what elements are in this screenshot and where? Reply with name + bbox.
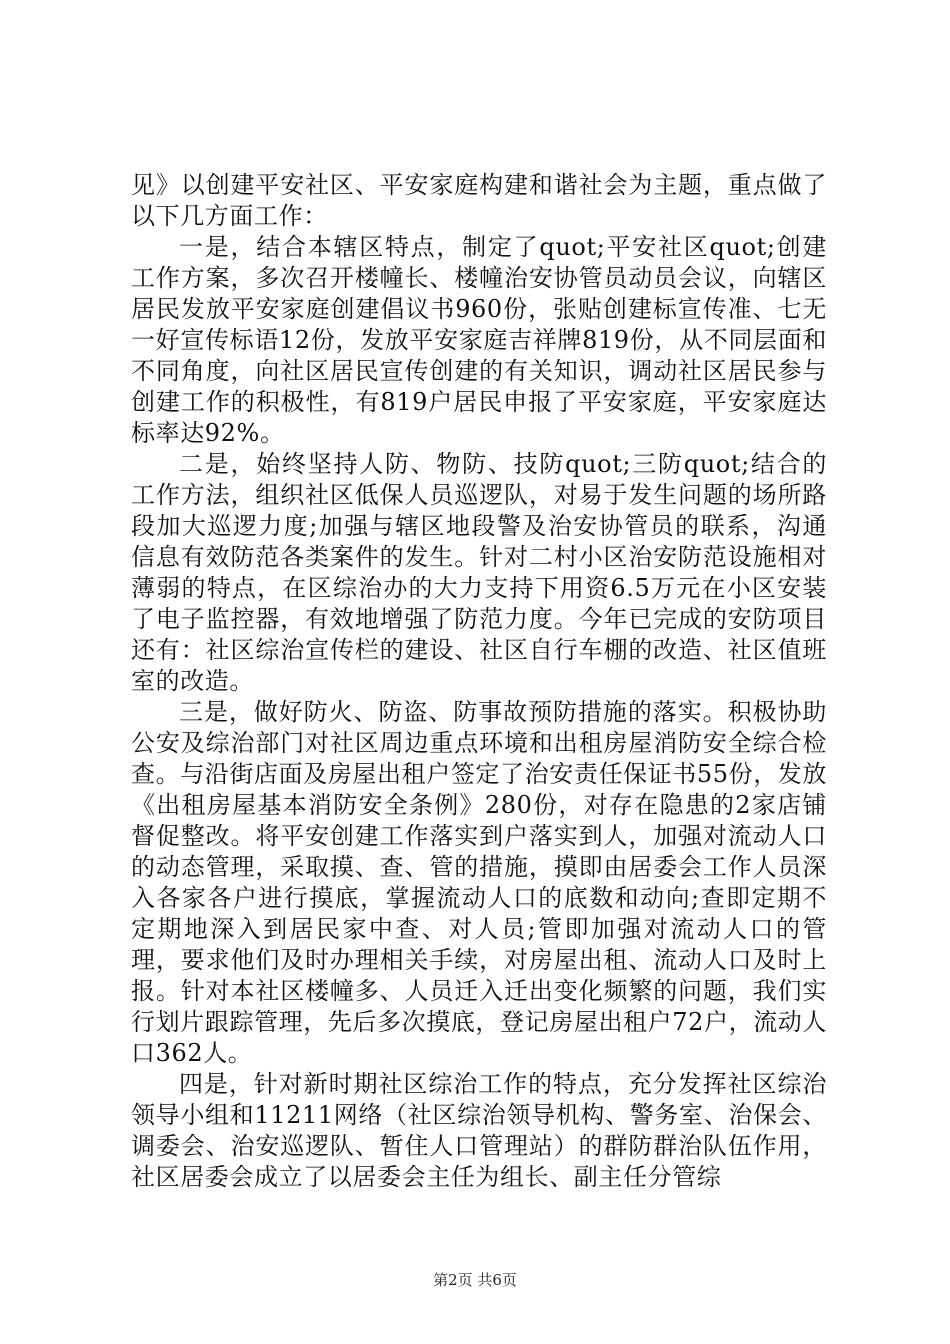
page-number-footer: 第2页 共6页 — [433, 1271, 517, 1289]
paragraph-item-two: 二是，始终坚持人防、物防、技防quot;三防quot;结合的工作方法，组织社区低保人员巡逻队，对易于发生问题的场所路段加大巡逻力度;加强与辖区地段警及治安协管员的联系，沟通信息有效防范各类案件的发生。针对二村小区治安防范设施相对薄弱的特点，在区综治办的大力支持下用资6.5万元在小区安装了电子监控器，有效地增强了防范力度。今年已完成的安防项目还有：社区综治宣传栏的建设、社区自行车棚的改造、社区值班室的改造。 — [131, 450, 827, 695]
paragraph-item-three: 三是，做好防火、防盗、防事故预防措施的落实。积极协助公安及综治部门对社区周边重点环境和出租房屋消防安全综合检查。与沿街店面及房屋出租户签定了治安责任保证书55份，发放《出租房屋基本消防安全条例》280份，对存在隐患的2家店铺督促整改。将平安创建工作落实到户落实到人，加强对流动人口的动态管理，采取摸、查、管的措施，摸即由居委会工作人员深入各家各户进行摸底，掌握流动人口的底数和动向;查即定期不定期地深入到居民家中查、对人员;管即加强对流动人口的管理，要求他们及时办理相关手续，对房屋出租、流动人口及时上报。针对本社区楼幢多、人员迁入迁出变化频繁的问题，我们实行划片跟踪管理，先后多次摸底，登记房屋出租户72户，流动人口362人。 — [131, 698, 827, 1067]
paragraph-item-four: 四是，针对新时期社区综治工作的特点，充分发挥社区综治领导小组和11211网络（社区综治领导机构、警务室、治保会、调委会、治安巡逻队、暂住人口管理站）的群防群治队伍作用，社区居委会成立了以居委会主任为组长、副主任分管综 — [131, 1070, 827, 1191]
document-body — [131, 170, 827, 1193]
paragraph-item-one: 一是，结合本辖区特点，制定了quot;平安社区quot;创建工作方案，多次召开楼幢长、楼幢治安协管员动员会议，向辖区居民发放平安家庭创建倡议书960份，张贴创建标宣传准、七无一好宣传标语12份，发放平安家庭吉祥牌819份，从不同层面和不同角度，向社区居民宣传创建的有关知识，调动社区居民参与创建工作的积极性，有819户居民申报了平安家庭，平安家庭达标率达92%。 — [131, 233, 827, 447]
paragraph-continuation: 见》以创建平安社区、平安家庭构建和谐社会为主题，重点做了以下几方面工作： — [131, 171, 827, 230]
